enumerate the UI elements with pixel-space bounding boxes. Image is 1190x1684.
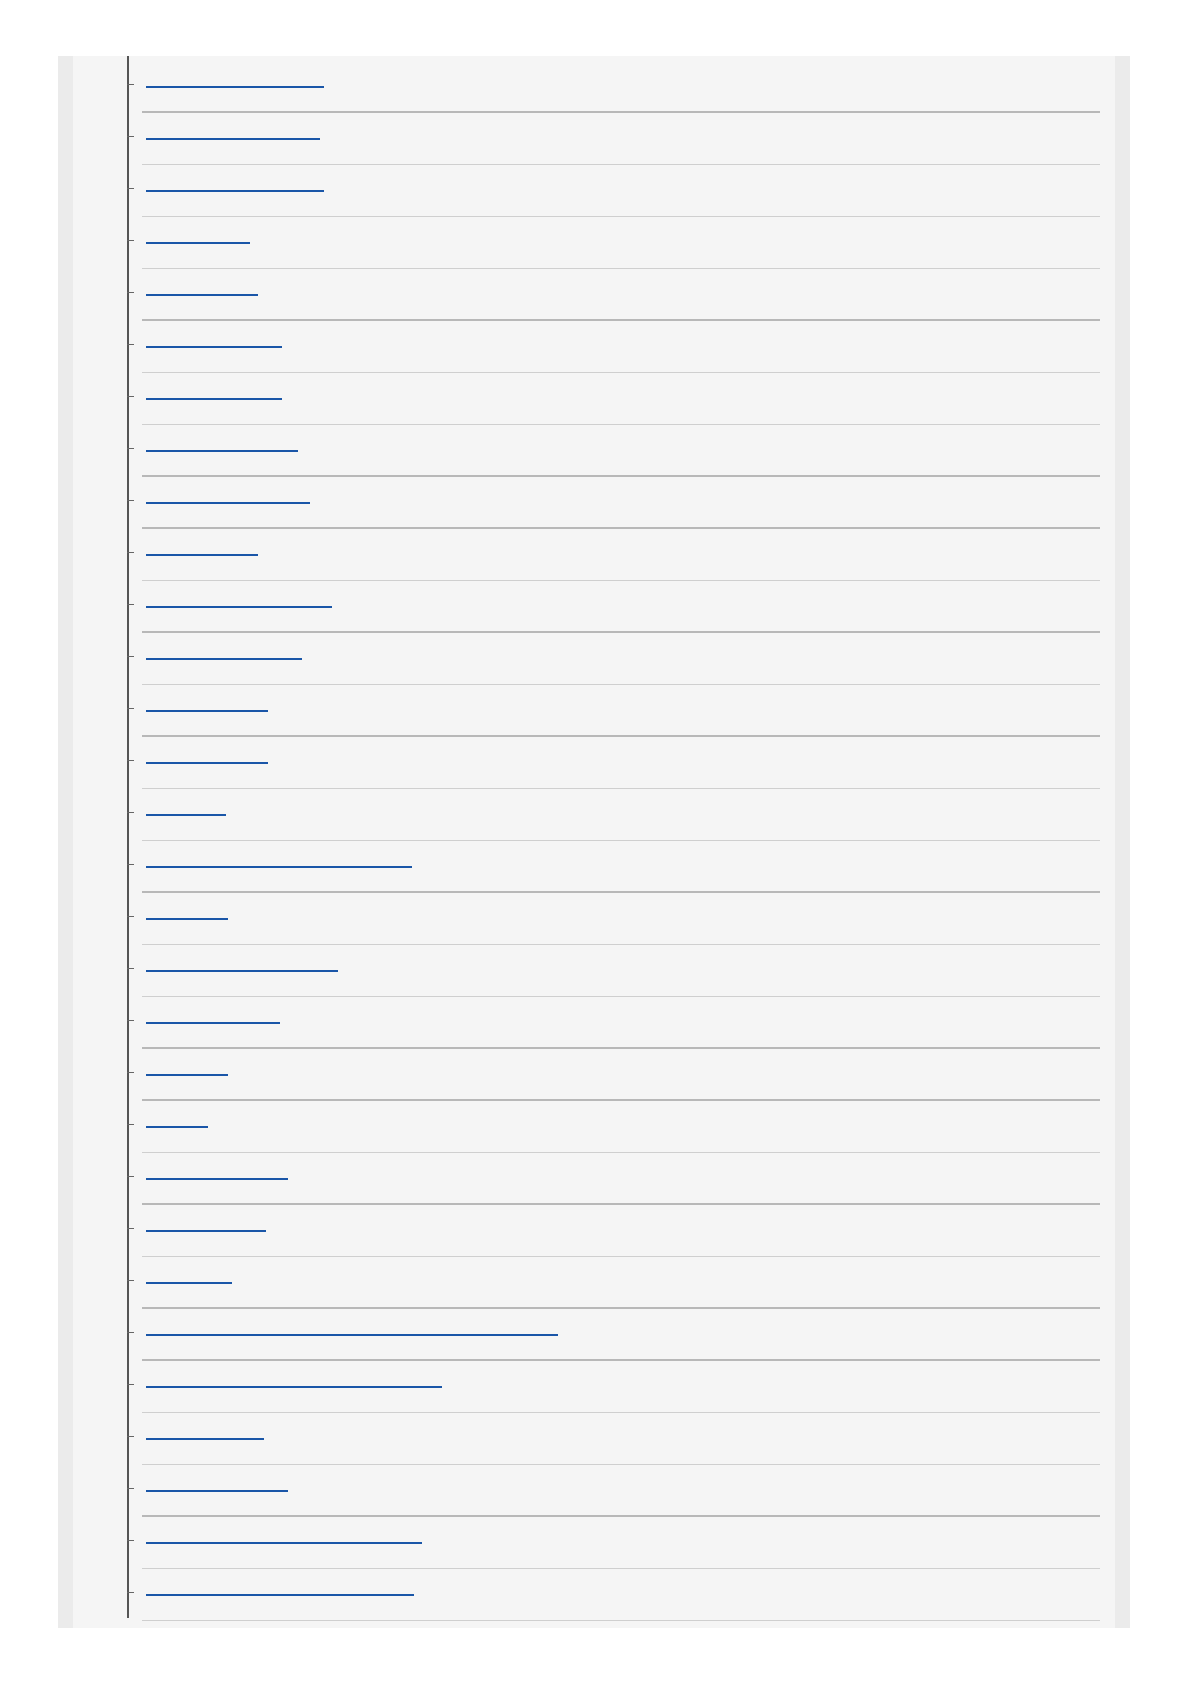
tree-branch-tick <box>127 760 134 761</box>
toc-item <box>118 945 1100 997</box>
tree-branch-tick <box>127 1436 134 1437</box>
toc-link-underline <box>146 346 282 348</box>
toc-item <box>118 893 1100 945</box>
tree-branch-tick <box>127 1332 134 1333</box>
tree-branch-tick <box>127 136 134 137</box>
tree-branch-tick <box>127 1124 134 1125</box>
tree-branch-tick <box>127 396 134 397</box>
toc-item <box>118 1257 1100 1309</box>
toc-item <box>118 477 1100 529</box>
toc-item <box>118 373 1100 425</box>
tree-branch-tick <box>127 916 134 917</box>
toc-item <box>118 841 1100 893</box>
tree-branch-tick <box>127 1592 134 1593</box>
tree-branch-tick <box>127 656 134 657</box>
toc-item <box>118 1101 1100 1153</box>
tree-branch-tick <box>127 292 134 293</box>
row-divider <box>142 1620 1100 1621</box>
toc-link-underline <box>146 86 324 88</box>
toc-link-underline <box>146 1282 232 1284</box>
tree-branch-tick <box>127 1488 134 1489</box>
toc-item <box>118 737 1100 789</box>
toc-link-underline <box>146 606 332 608</box>
toc-link-underline <box>146 710 268 712</box>
toc-item <box>118 113 1100 165</box>
tree-branch-tick <box>127 344 134 345</box>
toc-link-underline <box>146 918 228 920</box>
tree-branch-tick <box>127 500 134 501</box>
tree-branch-tick <box>127 1072 134 1073</box>
toc-link-underline <box>146 242 250 244</box>
toc-link-underline <box>146 814 226 816</box>
toc-item <box>118 1361 1100 1413</box>
toc-link-underline <box>146 1594 414 1596</box>
tree-branch-tick <box>127 1176 134 1177</box>
tree-branch-tick <box>127 240 134 241</box>
toc-item <box>118 61 1100 113</box>
toc-link-underline <box>146 1178 288 1180</box>
toc-link-underline <box>146 450 298 452</box>
toc-link-underline <box>146 190 324 192</box>
toc-link-underline <box>146 138 320 140</box>
toc-item <box>118 581 1100 633</box>
toc-item <box>118 321 1100 373</box>
tree-branch-tick <box>127 188 134 189</box>
toc-item <box>118 633 1100 685</box>
toc-link-underline <box>146 502 310 504</box>
tree-branch-tick <box>127 968 134 969</box>
tree-branch-tick <box>127 448 134 449</box>
toc-link-underline <box>146 1334 558 1336</box>
tree-branch-tick <box>127 604 134 605</box>
toc-link-underline <box>146 1386 442 1388</box>
tree-branch-tick <box>127 552 134 553</box>
tree-branch-tick <box>127 708 134 709</box>
toc-link-underline <box>146 1074 228 1076</box>
toc-item <box>118 1517 1100 1569</box>
toc-item <box>118 529 1100 581</box>
toc-item <box>118 1153 1100 1205</box>
toc-link-underline <box>146 970 338 972</box>
tree-branch-tick <box>127 1228 134 1229</box>
toc-link-underline <box>146 1438 264 1440</box>
toc-item <box>118 1309 1100 1361</box>
toc-item <box>118 1049 1100 1101</box>
toc-link-underline <box>146 294 258 296</box>
toc-link-underline <box>146 1542 422 1544</box>
toc-item <box>118 165 1100 217</box>
tree-branch-tick <box>127 812 134 813</box>
toc-link-underline <box>146 1022 280 1024</box>
toc-item <box>118 217 1100 269</box>
toc-list <box>118 61 1100 1621</box>
toc-item <box>118 425 1100 477</box>
toc-item <box>118 1205 1100 1257</box>
tree-branch-tick <box>127 1384 134 1385</box>
toc-item <box>118 685 1100 737</box>
toc-item <box>118 1569 1100 1621</box>
toc-link-underline <box>146 762 268 764</box>
toc-link-underline <box>146 1230 266 1232</box>
tree-branch-tick <box>127 864 134 865</box>
toc-link-underline <box>146 554 258 556</box>
tree-branch-tick <box>127 1540 134 1541</box>
tree-branch-tick <box>127 1280 134 1281</box>
tree-branch-tick <box>127 84 134 85</box>
toc-item <box>118 1413 1100 1465</box>
toc-link-underline <box>146 866 412 868</box>
toc-item <box>118 997 1100 1049</box>
toc-link-underline <box>146 398 282 400</box>
tree-branch-tick <box>127 1020 134 1021</box>
toc-item <box>118 789 1100 841</box>
toc-link-underline <box>146 658 302 660</box>
toc-link-underline <box>146 1490 288 1492</box>
toc-link-underline <box>146 1126 208 1128</box>
toc-item <box>118 269 1100 321</box>
toc-item <box>118 1465 1100 1517</box>
